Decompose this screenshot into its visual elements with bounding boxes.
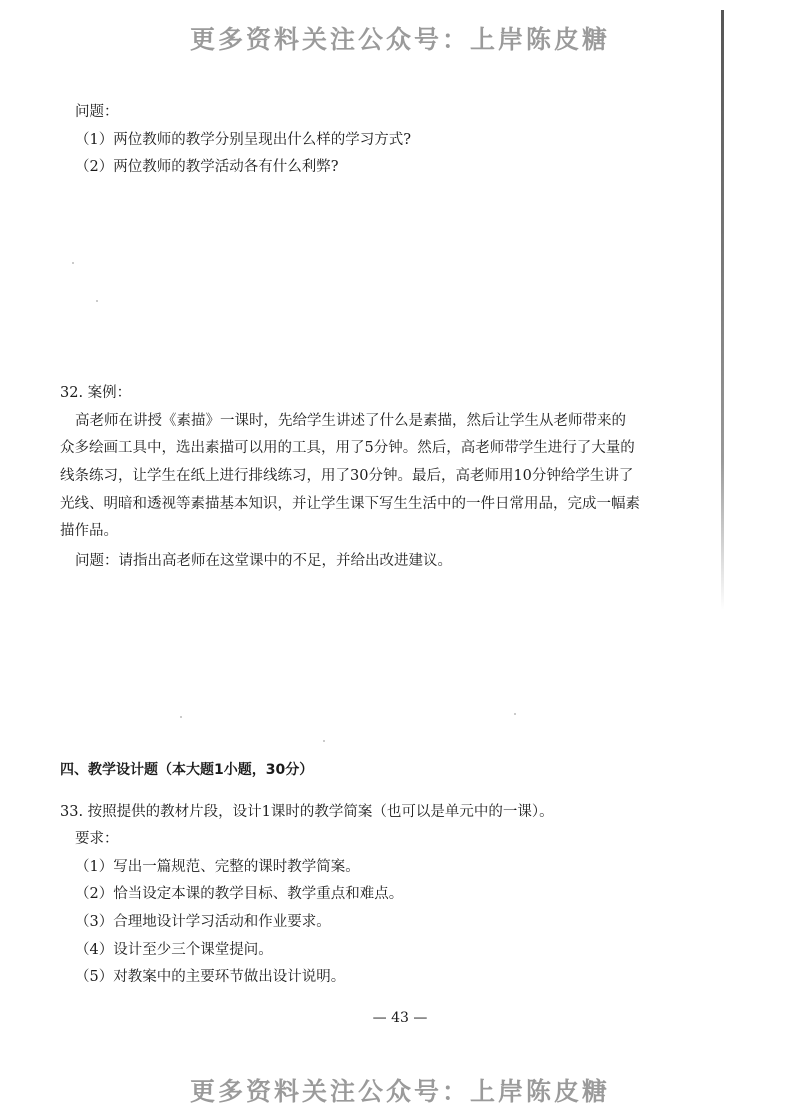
q33-requirement-5: （5）对教案中的主要环节做出设计说明。 <box>75 969 346 985</box>
scan-speck <box>96 300 98 302</box>
scan-speck <box>72 262 74 264</box>
q33-requirement-4: （4）设计至少三个课堂提问。 <box>75 942 273 958</box>
q31-question-label: 问题： <box>75 104 119 120</box>
q32-question: 问题：请指出高老师在这堂课中的不足，并给出改进建议。 <box>75 553 452 569</box>
page-number: — 43 — <box>372 1010 428 1026</box>
q31-item-1: （1）两位教师的教学分别呈现出什么样的学习方式? <box>75 132 411 148</box>
q32-case-line-3: 线条练习，让学生在纸上进行排线练习，用了30分钟。最后，高老师用10分钟给学生讲了 <box>60 468 634 484</box>
section-4-title: 四、教学设计题（本大题1小题，30分） <box>60 762 314 778</box>
scan-speck <box>180 716 182 718</box>
watermark-top: 更多资料关注公众号：上岸陈皮糖 <box>189 25 610 54</box>
q33-requirement-2: （2）恰当设定本课的教学目标、教学重点和难点。 <box>75 886 404 902</box>
q33-requirements-label: 要求： <box>75 831 119 847</box>
scan-edge-shadow <box>721 10 724 610</box>
q33-prompt: 33. 按照提供的教材片段，设计1课时的教学简案（也可以是单元中的一课）。 <box>60 804 554 820</box>
q32-case-line-1: 高老师在讲授《素描》一课时，先给学生讲述了什么是素描，然后让学生从老师带来的 <box>75 413 626 429</box>
q32-case-line-2: 众多绘画工具中，选出素描可以用的工具，用了5分钟。然后，高老师带学生进行了大量的 <box>60 440 635 456</box>
q31-item-2: （2）两位教师的教学活动各有什么利弊? <box>75 159 339 175</box>
scan-speck <box>514 713 516 715</box>
q32-case-line-5: 描作品。 <box>60 523 118 539</box>
q33-requirement-3: （3）合理地设计学习活动和作业要求。 <box>75 914 331 930</box>
scan-speck <box>323 740 325 742</box>
q32-case-line-4: 光线、明暗和透视等素描基本知识，并让学生课下写生生活中的一件日常用品，完成一幅素 <box>60 496 640 512</box>
q33-requirement-1: （1）写出一篇规范、完整的课时教学简案。 <box>75 859 360 875</box>
q32-heading: 32. 案例： <box>60 385 132 401</box>
watermark-bottom: 更多资料关注公众号：上岸陈皮糖 <box>189 1077 610 1106</box>
